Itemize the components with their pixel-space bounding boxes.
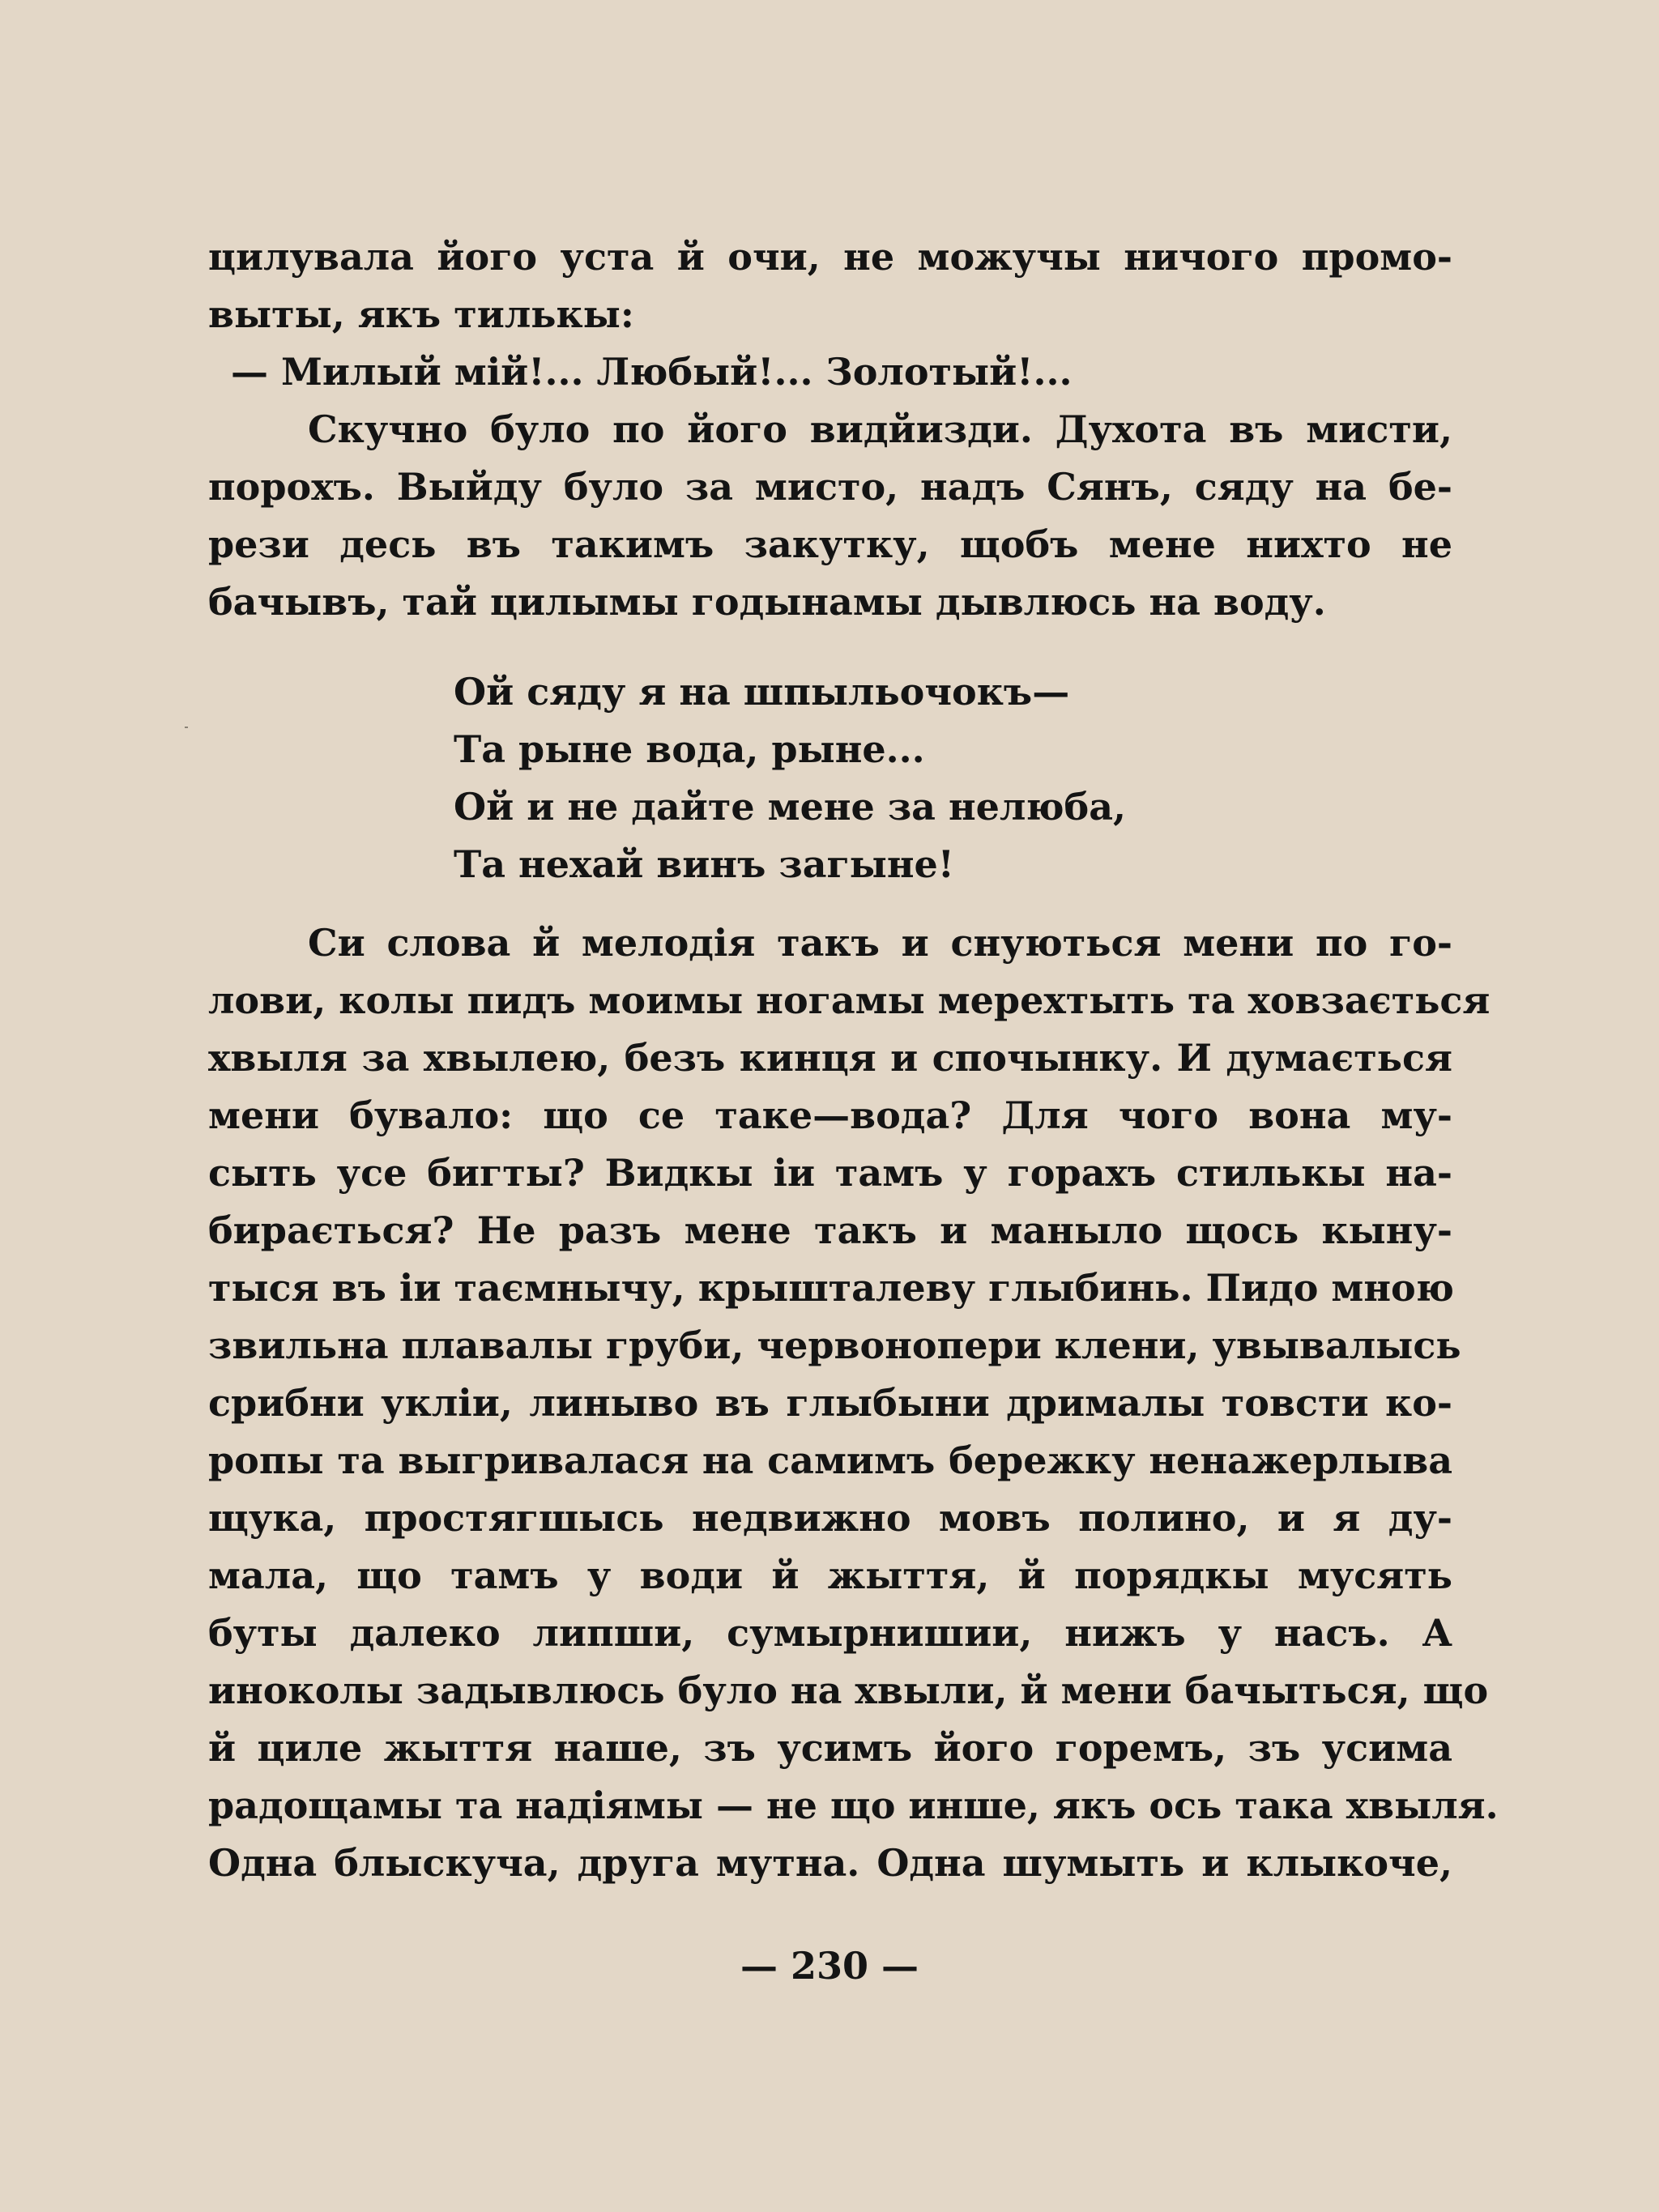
text-line: порохъ. Выйду було за мисто, надъ Сянъ, сяду на бе- — [208, 465, 1452, 509]
text-line: выты, якъ тилькы: — [208, 292, 634, 336]
text-line: тыся въ іи таємнычу, крышталеву глыбинь. Пидо мною — [208, 1266, 1454, 1310]
text-line: срибни укліи, линыво въ глыбыни дрималы товсти ко- — [208, 1381, 1452, 1425]
poem-line: Ой и не дайте мене за нелюба, — [454, 785, 1127, 829]
poem-line: Та нехай винъ загыне! — [454, 842, 954, 886]
text-line: щука, простягшысь недвижно мовъ полино, и я ду- — [208, 1496, 1452, 1540]
text-line: рези десь въ такимъ закутку, щобъ мене нихто не — [208, 522, 1452, 566]
paragraph-1 — [208, 401, 1452, 631]
opening-paragraph — [208, 228, 1452, 343]
text-line: иноколы задывлюсь було на хвыли, й мени бачыться, що — [208, 1669, 1489, 1712]
dialogue-line: — Милый мій!... Любый!... Золотый!... — [231, 350, 1073, 394]
page-number: — 230 — — [740, 1944, 919, 1988]
text-line: Скучно було по його видйизди. Духота въ мисти, — [308, 407, 1452, 451]
text-line: бирається? Не разъ мене такъ и маныло щось кыну- — [208, 1208, 1452, 1252]
text-line: мала, що тамъ у води й жыття, й порядкы мусять — [208, 1554, 1452, 1597]
text-line: Одна блыскуча, друга мутна. Одна шумыть и клыкоче, — [208, 1841, 1452, 1885]
text-line: радощамы та надіямы — не що инше, якъ ось така хвыля. — [208, 1784, 1499, 1827]
text-line: Си слова й мелодія такъ и снуються мени по го- — [308, 921, 1452, 965]
text-line: цилувала його уста й очи, не можучы ничого промо- — [208, 235, 1452, 279]
text-line: буты далеко липши, сумырнишии, нижъ у насъ. А — [208, 1611, 1452, 1655]
text-line: лови, колы пидъ моимы ногамы мерехтыть та ховзається — [208, 978, 1491, 1022]
dialogue-paragraph — [208, 343, 1452, 401]
text-line: й циле жыття наше, зъ усимъ його горемъ, зъ усима — [208, 1726, 1452, 1770]
poem-stanza — [454, 663, 1126, 893]
poem-line: Та рыне вода, рыне... — [454, 727, 925, 771]
paragraph-2 — [208, 914, 1499, 1892]
text-line: хвыля за хвылею, безъ кинця и спочынку. И думається — [208, 1036, 1452, 1080]
text-line: бачывъ, тай цилымы годынамы дывлюсь на воду. — [208, 580, 1326, 624]
ink-speck — [185, 727, 188, 728]
text-line: сыть усе бигты? Видкы іи тамъ у горахъ стилькы на- — [208, 1151, 1452, 1195]
poem-line: Ой сяду я на шпыльочокъ— — [454, 670, 1070, 714]
text-line: мени бувало: що се таке—вода? Для чого вона му- — [208, 1093, 1452, 1137]
text-line: ропы та выгривалася на самимъ бережку ненажерлыва — [208, 1438, 1452, 1482]
text-line: звильна плавалы груби, червонопери клени, увывалысь — [208, 1323, 1461, 1367]
